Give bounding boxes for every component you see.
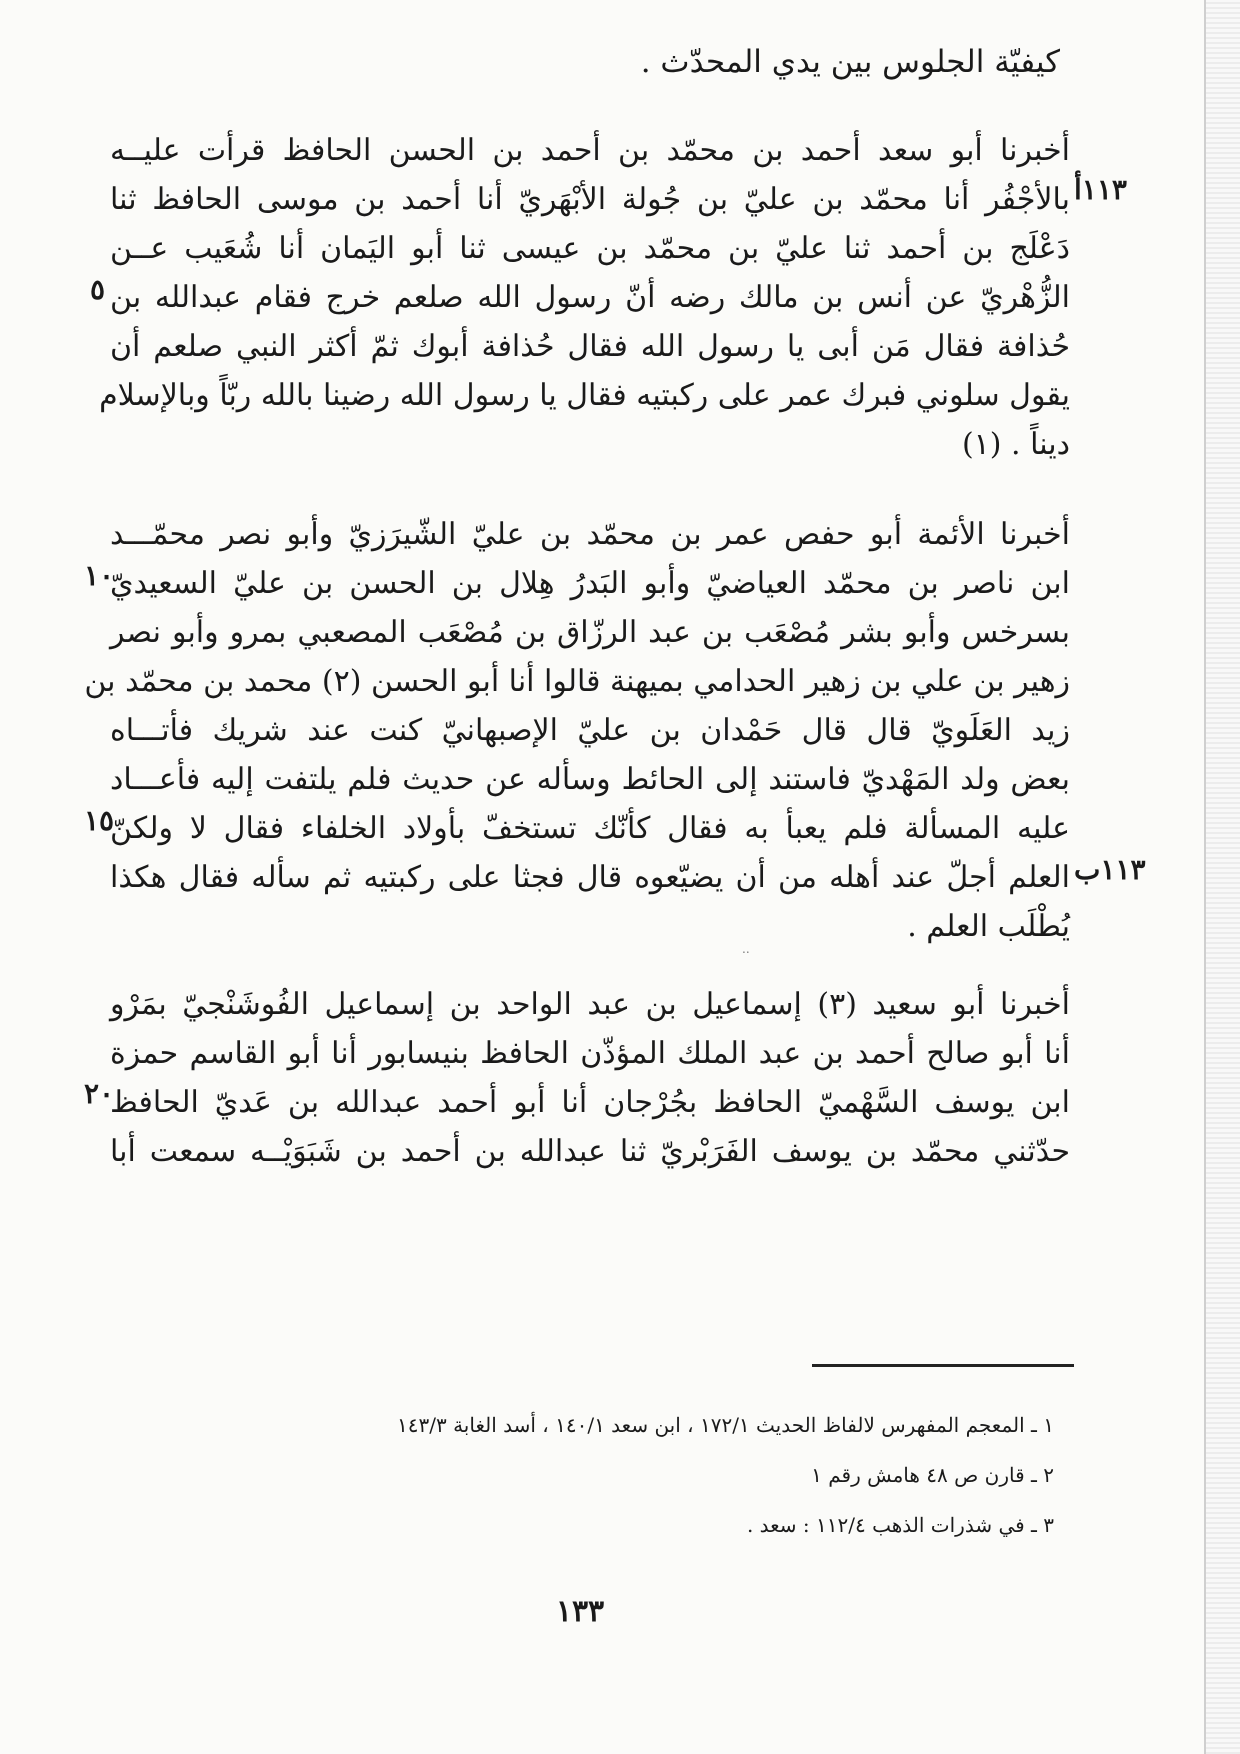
text-line: أخبرنا أبو سعيد (٣) إسماعيل بن عبد الواحد بن إسماعيل الفُوشَنْجيّ بمَرْو (110, 987, 1070, 1022)
text-line: ابن ناصر بن محمّد العياضيّ وأبو البَدرُ هِلال بن الحسن بن عليّ السعيديّ (110, 566, 1070, 601)
text-line: حُذافة فقال مَن أبى يا رسول الله فقال حُذافة أبوك ثمّ أكثر النبي صلعم أن (110, 329, 1070, 364)
text-line: الزُّهْريّ عن أنس بن مالك رضه أنّ رسول الله صلعم خرج فقام عبدالله بن (110, 280, 1070, 315)
margin-line-15: ١٥ (84, 804, 115, 837)
footnote-1: ١ ـ المعجم المفهرس لالفاظ الحديث ١٧٢/١ ، ابن سعد ١٤٠/١ ، أسد الغابة ١٤٣/٣ (397, 1413, 1054, 1437)
text-line: بالأجْفُر أنا محمّد بن عليّ بن جُولة الأبْهَريّ أنا أحمد بن موسى الحافظ ثنا (110, 182, 1070, 217)
scan-edge-line (1204, 0, 1206, 1754)
scan-speck: .. (742, 942, 750, 956)
text-line: بسرخس وأبو بشر مُصْعَب بن عبد الرزّاق بن مُصْعَب المصعبي بمرو وأبو نصر (110, 615, 1070, 650)
text-line: العلم أجلّ عند أهله من أن يضيّعوه قال فجثا على ركبتيه ثم سأله فقال هكذا (110, 860, 1070, 895)
paragraph-1 (99, 126, 1070, 469)
text-line: عليه المسألة فلم يعبأ به فقال كأنّك تستخفّ بأولاد الخلفاء فقال لا ولكنّ (110, 811, 1070, 846)
paragraph-3 (110, 980, 1070, 1176)
footnote-separator (812, 1364, 1074, 1367)
text-line: حدّثني محمّد بن يوسف الفَرَبْريّ ثنا عبدالله بن أحمد بن شَبَوَيْــه سمعت أبا (110, 1134, 1070, 1169)
text-line: زهير بن علي بن زهير الحدامي بميهنة قالوا أنا أبو الحسن (٢) محمد بن محمّد بن (84, 664, 1070, 699)
margin-line-5: ٥ (90, 273, 106, 306)
text-line: أنا أبو صالح أحمد بن عبد الملك المؤذّن الحافظ بنيسابور أنا أبو القاسم حمزة (110, 1036, 1070, 1071)
footnote-2: ٢ ـ قارن ص ٤٨ هامش رقم ١ (811, 1463, 1054, 1487)
margin-folio-113a: ١١٣أ (1074, 173, 1127, 206)
text-line: يُطْلَب العلم . (907, 909, 1070, 944)
margin-line-10: ١٠ (84, 559, 115, 592)
text-line: أخبرنا الأئمة أبو حفص عمر بن محمّد بن عليّ الشّيرَزيّ وأبو نصر محمّـــد (110, 517, 1070, 552)
text-line: أخبرنا أبو سعد أحمد بن محمّد بن أحمد بن الحسن الحافظ قرأت عليــه (110, 133, 1070, 168)
margin-line-20: ٢٠ (84, 1077, 115, 1110)
text-line: ابن يوسف السَّهْميّ الحافظ بجُرْجان أنا أبو أحمد عبدالله بن عَديّ الحافظ (110, 1085, 1070, 1120)
page-number: ١٣٣ (555, 1594, 605, 1629)
text-line: دَعْلَج بن أحمد ثنا عليّ بن محمّد بن عيسى ثنا أبو اليَمان أنا شُعَيب عــن (110, 231, 1070, 266)
text-line: ديناً . (١) (961, 427, 1070, 462)
footnote-3: ٣ ـ في شذرات الذهب ١١٢/٤ : سعد . (746, 1513, 1054, 1537)
text-line: بعض ولد المَهْديّ فاستند إلى الحائط وسأله عن حديث فلم يلتفت إليه فأعـــاد (110, 762, 1070, 797)
scan-edge-shadow (1206, 0, 1240, 1754)
footnotes (114, 1400, 1054, 1550)
text-line: زيد العَلَويّ قال قال حَمْدان بن عليّ الإصبهانيّ كنت عند شريك فأتـــاه (110, 713, 1070, 748)
section-heading: كيفيّة الجلوس بين يدي المحدّث . (640, 44, 1060, 80)
margin-folio-113b: ١١٣ب (1074, 853, 1146, 886)
text-line: يقول سلوني فبرك عمر على ركبتيه فقال يا رسول الله رضينا بالله ربّاً وبالإسلام (99, 378, 1070, 413)
